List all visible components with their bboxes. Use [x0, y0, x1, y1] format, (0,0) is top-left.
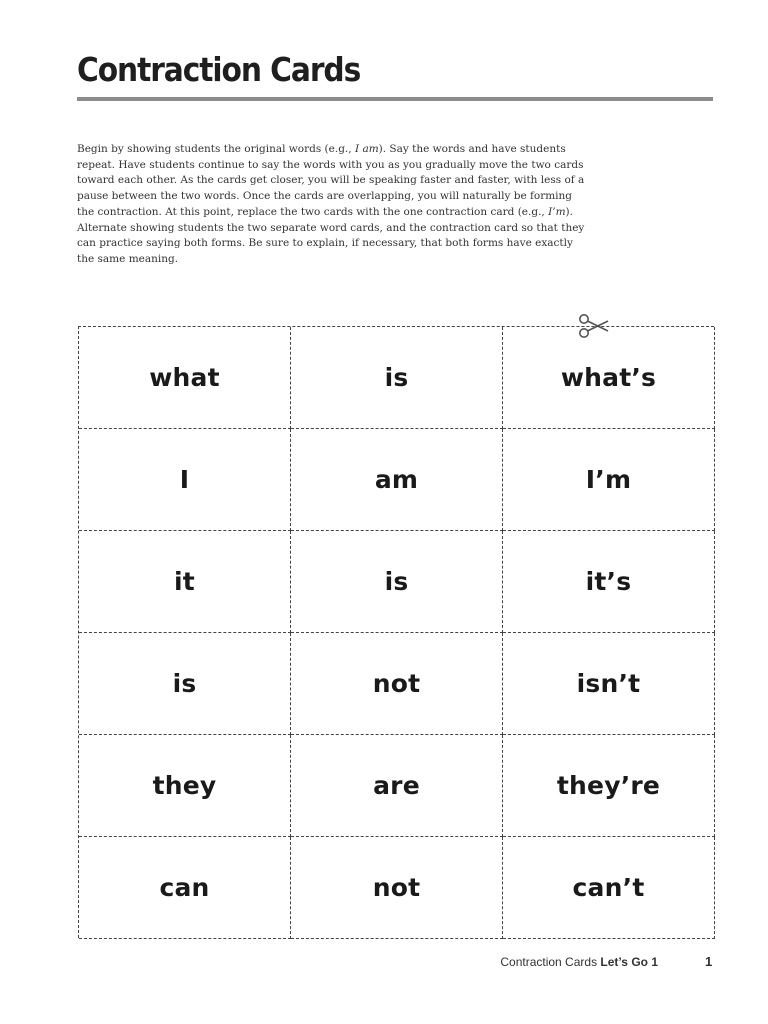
card-word: can’t: [572, 873, 645, 902]
card-word: what’s: [560, 363, 657, 392]
card-its: [503, 531, 715, 633]
card-word: not: [372, 669, 421, 698]
card-can: [79, 837, 291, 939]
card-are: [291, 735, 503, 837]
card-what: [79, 327, 291, 429]
footer-text: [500, 955, 658, 969]
card-word: what: [149, 363, 220, 392]
card-is: [291, 327, 503, 429]
card-word: they’re: [556, 771, 661, 800]
card-word: it’s: [585, 567, 632, 596]
intro-text-1: Begin by showing students the original words (e.g.,: [77, 143, 355, 155]
card-theyre: [503, 735, 715, 837]
intro-text-2: ). Say the words and have students repeat. Have students continue to say the words with you as you gradually move the two cards toward each other. As the cards get closer, you will be speaking faster and faster, with less of a pause between the two words. Once the cards are overlapping, you will naturally be forming the contraction. At this point, replace the two cards with the one contraction card (e.g.,: [77, 143, 585, 218]
card-not: [291, 837, 503, 939]
card-word: can: [159, 873, 210, 902]
card-word: it: [174, 567, 195, 596]
page-title: Contraction Cards: [77, 50, 361, 89]
card-word: they: [152, 771, 217, 800]
intro-example-1: I am: [354, 143, 379, 155]
card-am: [291, 429, 503, 531]
card-word: is: [384, 567, 409, 596]
card-it: [79, 531, 291, 633]
card-word: am: [374, 465, 419, 494]
card-word: I’m: [585, 465, 632, 494]
card-is: [291, 531, 503, 633]
card-is: [79, 633, 291, 735]
page-number: 1: [705, 954, 713, 969]
card-word: are: [373, 771, 420, 800]
intro-text-3: ). Alternate showing students the two separate word cards, and the contraction card so that they can practice saying both forms. Be sure to explain, if necessary, that both forms have exactly the same meaning.: [77, 205, 585, 265]
card-word: not: [372, 873, 421, 902]
card-word: is: [172, 669, 197, 698]
card-isnt: [503, 633, 715, 735]
intro-example-2: I’m: [548, 205, 566, 218]
card-word: isn’t: [576, 669, 641, 698]
intro-paragraph: [77, 142, 587, 268]
card-word: is: [384, 363, 409, 392]
card-im: [503, 429, 715, 531]
card-i: [79, 429, 291, 531]
card-cant: [503, 837, 715, 939]
card-they: [79, 735, 291, 837]
card-not: [291, 633, 503, 735]
footer-book-title: Let’s Go 1: [600, 955, 658, 969]
footer-section: Contraction Cards: [500, 955, 598, 969]
page-footer: [0, 955, 768, 975]
contraction-card-grid: [78, 326, 714, 938]
card-word: I: [179, 465, 190, 494]
card-whats: [503, 327, 715, 429]
title-divider: [77, 97, 713, 101]
